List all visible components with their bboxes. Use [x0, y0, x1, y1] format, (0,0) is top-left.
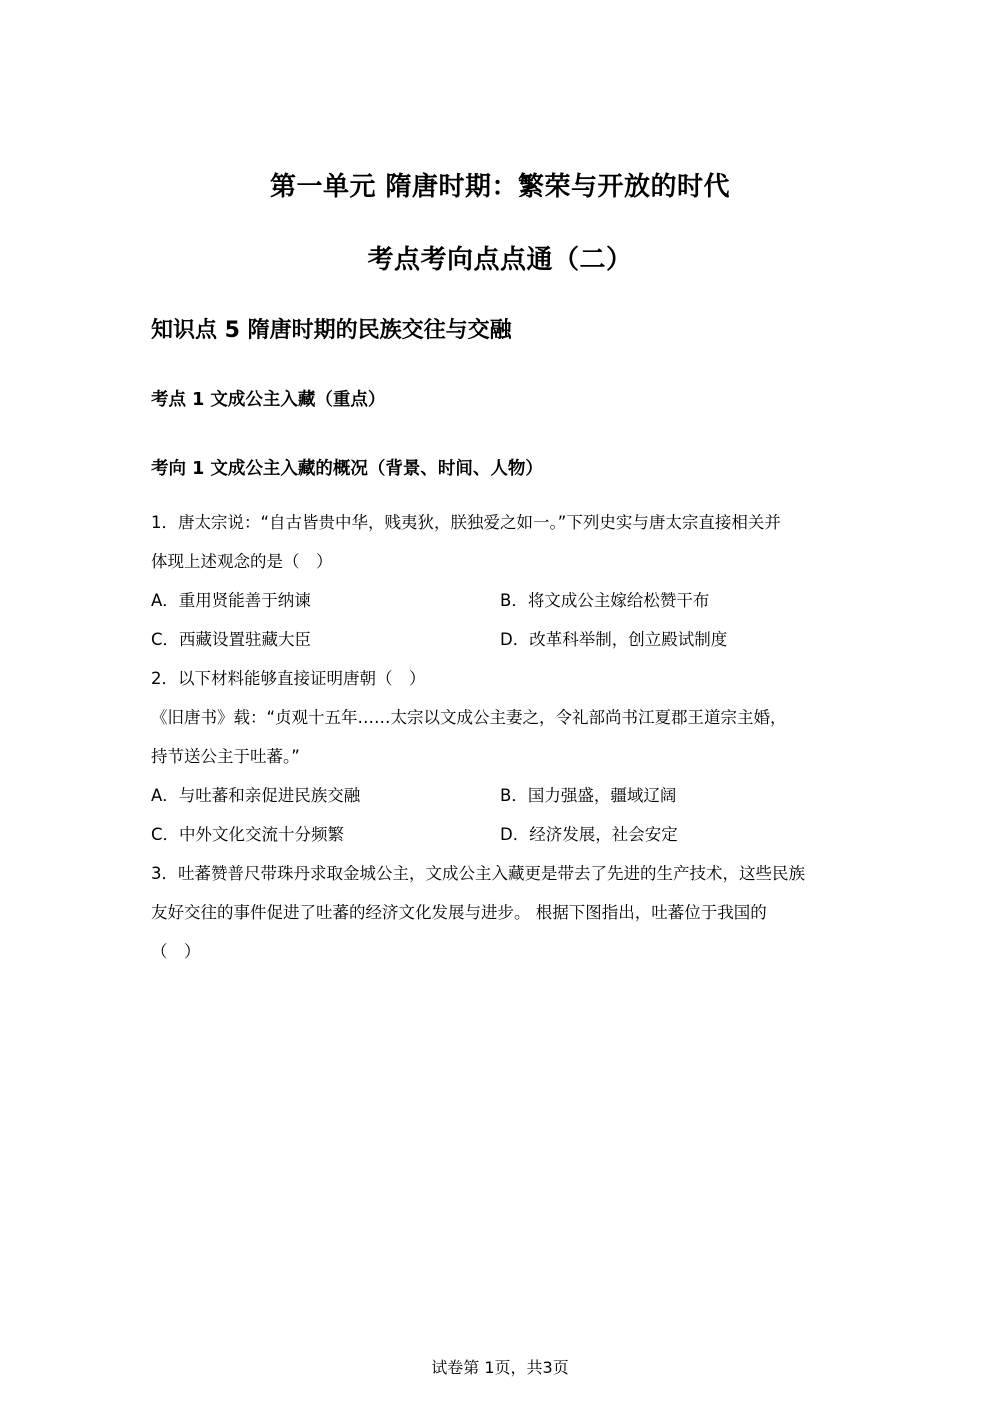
knowledge-point-heading: 知识点 5 隋唐时期的民族交往与交融	[151, 318, 512, 343]
page-title: 第一单元 隋唐时期：繁荣与开放的时代	[269, 172, 731, 202]
question-1-option-a: A．重用贤能善于纳谏	[151, 591, 311, 610]
question-2-option-b: B．国力强盛，疆域辽阔	[500, 786, 677, 805]
question-2-option-a: A．与吐蕃和亲促进民族交融	[151, 786, 361, 805]
page-subtitle: 考点考向点点通（二）	[367, 245, 633, 275]
question-1-option-d: D．改革科举制，创立殿试制度	[500, 630, 728, 649]
question-1-option-c: C．西藏设置驻藏大臣	[151, 630, 312, 649]
question-1-stem-line-1: 1．唐太宗说：“自古皆贵中华，贱夷狄，朕独爱之如一。”下列史实与唐太宗直接相关并	[151, 513, 781, 532]
question-2-stem-line-2: 《旧唐书》载：“贞观十五年……太宗以文成公主妻之，令礼部尚书江夏郡王道宗主婚，	[151, 708, 787, 727]
question-2-stem-line-3: 持节送公主于吐蕃。”	[151, 747, 300, 766]
question-3-stem-line-2: 友好交往的事件促进了吐蕃的经济文化发展与进步。 根据下图指出，吐蕃位于我国的	[151, 903, 767, 922]
question-3-stem-line-1: 3．吐蕃赞普尺带珠丹求取金城公主，文成公主入藏更是带去了先进的生产技术，这些民族	[151, 864, 805, 883]
question-2-option-c: C．中外文化交流十分频繁	[151, 825, 345, 844]
question-2-option-d: D．经济发展，社会安定	[500, 825, 678, 844]
exam-point-heading: 考点 1 文成公主入藏（重点）	[151, 390, 386, 410]
question-1-stem-line-2: 体现上述观念的是（ ）	[151, 552, 333, 571]
exam-direction-heading: 考向 1 文成公主入藏的概况（背景、时间、人物）	[151, 459, 543, 479]
question-3-stem-line-3: （ ）	[151, 942, 201, 961]
question-2-stem-line-1: 2．以下材料能够直接证明唐朝（ ）	[151, 669, 426, 688]
page-footer: 试卷第 1页，共3页	[431, 1358, 569, 1377]
question-1-option-b: B．将文成公主嫁给松赞干布	[500, 591, 710, 610]
